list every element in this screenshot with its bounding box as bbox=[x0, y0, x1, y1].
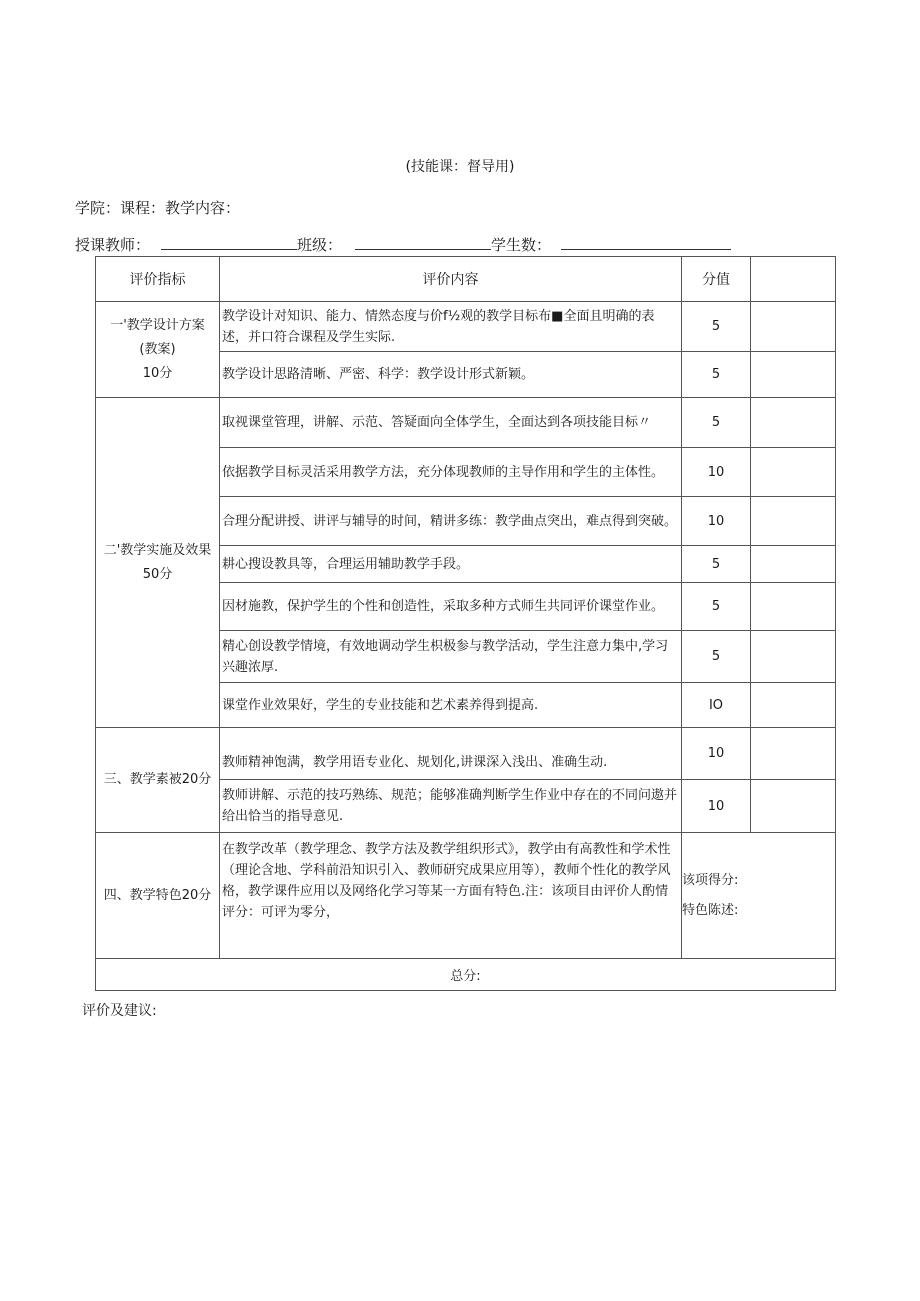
score-entry-cell[interactable] bbox=[751, 631, 836, 683]
criterion-score: 5 bbox=[682, 302, 751, 352]
criterion-score: 10 bbox=[682, 728, 751, 780]
category-3-line: 三、教学素被20分 bbox=[103, 772, 212, 787]
category-2-line: 二'教学实施及效果 bbox=[103, 542, 212, 558]
table-row bbox=[96, 302, 836, 352]
criterion-text: 取视课堂管理，讲解、示范、答疑面向全体学生，全面达到各项技能目标〃 bbox=[220, 398, 682, 448]
criterion-score: 10 bbox=[682, 780, 751, 833]
criterion-text: 教师精神饱满，教学用语专业化、规划化,讲课深入浅出、准确生动. bbox=[220, 728, 682, 780]
category-3 bbox=[96, 728, 220, 833]
teacher-label: 授课教师： bbox=[75, 236, 151, 254]
category-1-line: 一'教学设计方案 bbox=[110, 317, 205, 333]
category-1-line: 10分 bbox=[142, 365, 173, 381]
college-course-content-line: 学院：课程：教学内容： bbox=[75, 199, 241, 217]
form-subtitle: (技能课：督导用) bbox=[405, 159, 515, 175]
criterion-text: 因材施教，保护学生的个性和创造性，采取多种方式师生共同评价课堂作业。 bbox=[220, 583, 682, 631]
criterion-score: 5 bbox=[682, 583, 751, 631]
score-entry-cell[interactable] bbox=[751, 780, 836, 833]
criterion-text: 依据教学目标灵活采用教学方法，充分体现教师的主导作用和学生的主体性。 bbox=[220, 448, 682, 497]
criterion-text: 教学设计对知识、能力、情然态度与价f½观的教学目标布■全面且明确的表述，并口符合课程及学生实际. bbox=[220, 302, 682, 352]
total-score-cell[interactable]: 总分: bbox=[96, 959, 836, 991]
students-blank[interactable] bbox=[561, 234, 731, 250]
criterion-score: 10 bbox=[682, 497, 751, 546]
criterion-text: 精心创设教学情境，有效地调动学生枳极参与教学活动，学生注意力集中,学习兴趣浓厚. bbox=[220, 631, 682, 683]
score-entry-cell[interactable] bbox=[751, 546, 836, 583]
score-entry-cell[interactable] bbox=[751, 448, 836, 497]
table-row bbox=[96, 398, 836, 448]
item-score-label: 该项得分: bbox=[682, 872, 739, 888]
criterion-text: 教学设计思路清晰、严密、科学：教学设计形式新颖。 bbox=[220, 352, 682, 398]
evaluation-suggestions-label: 评价及建议: bbox=[82, 1003, 157, 1019]
score-entry-cell[interactable] bbox=[751, 398, 836, 448]
category-4 bbox=[96, 833, 220, 959]
score-entry-cell[interactable] bbox=[751, 683, 836, 728]
class-blank[interactable] bbox=[355, 234, 491, 250]
class-label: 班级： bbox=[297, 236, 343, 254]
score-entry-cell[interactable] bbox=[751, 583, 836, 631]
teacher-blank[interactable] bbox=[161, 234, 297, 250]
category-2 bbox=[96, 398, 220, 728]
evaluation-table bbox=[95, 256, 836, 991]
category-2-line: 50分 bbox=[142, 566, 173, 582]
criterion-score: 5 bbox=[682, 398, 751, 448]
criterion-text: 合理分配讲授、讲评与辅导的时间，精讲多练：教学曲点突出，难点得到突破。 bbox=[220, 497, 682, 546]
criterion-text: 在教学改革（教学理念、教学方法及教学组织形式》，教学由有高教性和学术性（理论含地、学科前沿知识引入、教师研究成果应用等），教师个性化的教学风格，教学课件应用以及网络化学习等某一方面有特色.注：该项目由评价人酌情评分：可评为零分， bbox=[220, 833, 682, 959]
criterion-score: IO bbox=[682, 683, 751, 728]
students-label: 学生数： bbox=[491, 236, 552, 254]
criterion-text: 耕心搜设教具等，合理运用辅助教学手段。 bbox=[220, 546, 682, 583]
score-entry-cell[interactable] bbox=[751, 728, 836, 780]
category-1 bbox=[96, 302, 220, 398]
criterion-score: 10 bbox=[682, 448, 751, 497]
criterion-score: 5 bbox=[682, 631, 751, 683]
header-score: 分值 bbox=[682, 257, 751, 302]
criterion-text: 教师讲解、示范的技巧熟练、规范；能够准确判断学生作业中存在的不同问遨并给出恰当的指导意见. bbox=[220, 780, 682, 833]
header-indicator: 评价指标 bbox=[96, 257, 220, 302]
feature-statement-label: 特色陈述: bbox=[682, 902, 739, 918]
total-row bbox=[96, 959, 836, 991]
header-blank bbox=[751, 257, 836, 302]
criterion-score: 5 bbox=[682, 546, 751, 583]
table-header-row bbox=[96, 257, 836, 302]
table-row bbox=[96, 728, 836, 780]
score-entry-cell[interactable] bbox=[751, 302, 836, 352]
score-entry-cell[interactable] bbox=[751, 352, 836, 398]
score-entry-cell[interactable] bbox=[751, 497, 836, 546]
criterion-text: 课堂作业效果好，学生的专业技能和艺术素养得到提高. bbox=[220, 683, 682, 728]
table-row bbox=[96, 833, 836, 959]
category-1-line: (教案) bbox=[139, 341, 176, 357]
feature-score-cell[interactable] bbox=[682, 833, 836, 959]
category-4-line: 四、教学特色20分 bbox=[103, 887, 212, 903]
header-content: 评价内容 bbox=[220, 257, 682, 302]
criterion-score: 5 bbox=[682, 352, 751, 398]
